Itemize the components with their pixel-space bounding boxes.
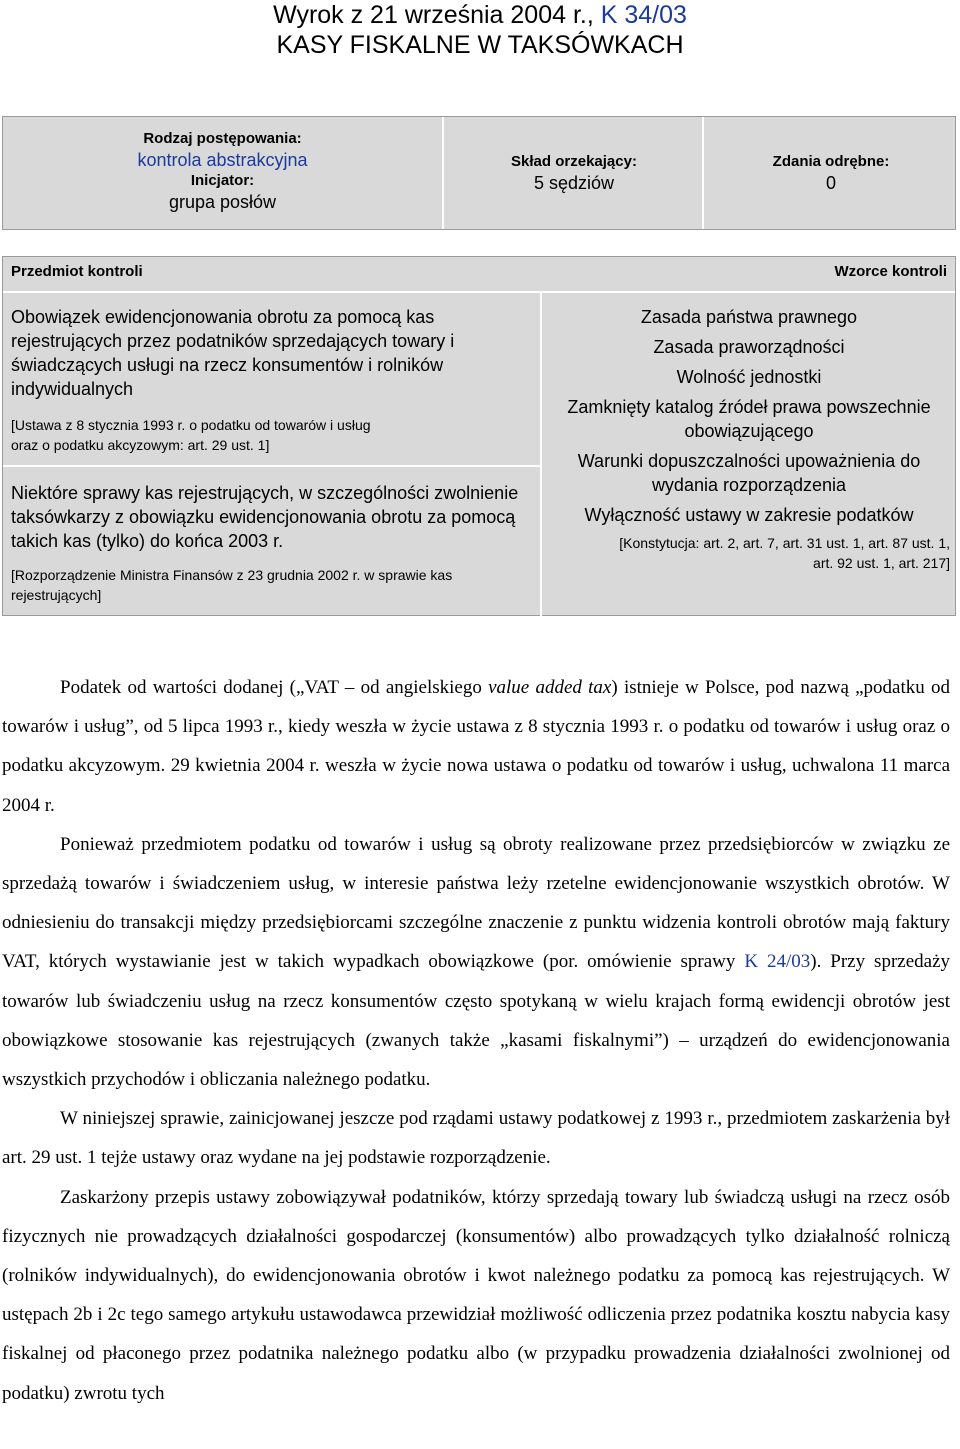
subject-item-1-reference: [Ustawa z 8 stycznia 1993 r. o podatku od towarów i usług oraz o podatku akcyzowym: art. 29 ust. 1] <box>11 417 371 453</box>
paragraph: Podatek od wartości dodanej („VAT – od angielskiego value added tax) istnieje w Polsce, pod nazwą „podatku od towarów i usług”, od 5 lipca 1993 r., kiedy weszła w życie ustawa z 8 stycznia 1993 r. o podatku od towarów i usług oraz o podatku akcyzowym. 29 kwietnia 2004 r. weszła w życie nowa ustawa o podatku od towarów i usług, uchwalona 11 marca 2004 r. <box>2 677 950 816</box>
pattern-item: Wyłączność ustawy w zakresie podatków <box>584 505 914 525</box>
patterns-list <box>544 305 954 573</box>
document-header <box>0 0 960 60</box>
pattern-item: Warunki dopuszczalności upoważnienia do wydania rozporządzenia <box>577 451 921 495</box>
subject-box <box>2 256 956 616</box>
case-k24-03-link[interactable]: K 24/03 <box>744 951 811 973</box>
dissent-cell <box>706 117 956 229</box>
bench-label: Skład orzekający: <box>511 153 637 170</box>
paragraph: Zaskarżony przepis ustawy zobowiązywał podatników, którzy sprzedają towary lub świadczą usługi na rzecz osób fizycznych nie prowadzących działalności gospodarczej (konsumentów) albo prowadzących tylko działalność rolniczą (rolników indywidualnych), do ewidencjonowania obrotów i kwot należnego podatku za pomocą kas rejestrujących. W ustępach 2b i 2c tego samego artykułu ustawodawca przewidział możliwość odliczenia przez podatnika kosztu nabycia kasy fiskalnej od płaconego przez podatnika należnego podatku albo (w przypadku prowadzenia działalności zwolnionej od podatku) zwrotu tych <box>2 1186 950 1404</box>
divider <box>540 293 542 617</box>
bench-cell <box>446 117 704 229</box>
subject-item-2-reference: [Rozporządzenie Ministra Finansów z 23 grudnia 2002 r. w sprawie kas rejestrujących] <box>11 567 453 603</box>
patterns-reference: [Konstytucja: art. 2, art. 7, art. 31 ust. 1, art. 87 ust. 1, art. 92 ust. 1, art. 217] <box>619 535 950 571</box>
judgment-title: Wyrok z 21 września 2004 r., K 34/03 <box>273 1 687 29</box>
patterns-header: Wzorce kontroli <box>834 263 947 280</box>
bench-value: 5 sędziów <box>533 173 615 193</box>
paragraph: Ponieważ przedmiotem podatku od towarów i usług są obroty realizowane przez przedsiębiorców w związku ze sprzedażą towarów i świadczeniem usług, w interesie państwa leży rzetelne ewidencjonowanie wszystkich obrotów. W odniesieniu do transakcji między przedsiębiorcami szczególne znaczenie z punktu widzenia kontroli obrotów mają faktury VAT, których wystawianie jest w takich wypadkach obowiązkowe (por. omówienie sprawy K 24/03). Przy sprzedaży towarów lub świadczeniu usług na rzecz konsumentów często spotykaną w wielu krajach formą ewidencji obrotów jest obowiązkowe stosowanie kas rejestrujących (zwanych także „kasami fiskalnymi”) – urządzeń do ewidencjonowania wszystkich przychodów i obliczania należnego podatku. <box>2 833 951 1091</box>
paragraph: W niniejszej sprawie, zainicjowanej jeszcze pod rządami ustawy podatkowej z 1993 r., przedmiotem zaskarżenia był art. 29 ust. 1 tejże ustawy oraz wydane na jej podstawie rozporządzenie. <box>2 1108 950 1169</box>
dissent-value: 0 <box>825 173 836 193</box>
divider <box>3 291 955 293</box>
subject-header: Przedmiot kontroli <box>11 263 143 280</box>
initiator-label: Inicjator: <box>190 172 255 189</box>
divider <box>3 465 540 467</box>
pattern-item: Zamknięty katalog źródeł prawa powszechnie obowiązującego <box>567 397 931 441</box>
case-reference-link[interactable]: K 34/03 <box>600 1 687 29</box>
judgment-subtitle: KASY FISKALNE W TAKSÓWKACH <box>276 31 684 59</box>
procedure-cell <box>3 117 444 229</box>
body-text <box>2 668 950 1413</box>
pattern-item: Zasada praworządności <box>653 337 845 357</box>
procedure-value-link[interactable]: kontrola abstrakcyjna <box>137 150 308 170</box>
subject-item-2: Niektóre sprawy kas rejestrujących, w szczególności zwolnienie taksówkarzy z obowiązku ewidencjonowania obrotu za pomocą takich kas (tylko) do końca 2003 r. <box>11 483 519 551</box>
procedure-label: Rodzaj postępowania: <box>143 130 302 147</box>
initiator-value: grupa posłów <box>168 192 277 212</box>
pattern-item: Wolność jednostki <box>676 367 822 387</box>
pattern-item: Zasada państwa prawnego <box>640 307 858 327</box>
case-info-box <box>2 116 956 230</box>
dissent-label: Zdania odrębne: <box>772 153 890 170</box>
subject-item-1: Obowiązek ewidencjonowania obrotu za pomocą kas rejestrujących przez podatników sprzedających towary i świadczących usługi na rzecz konsumentów i rolników indywidualnych <box>11 307 455 399</box>
